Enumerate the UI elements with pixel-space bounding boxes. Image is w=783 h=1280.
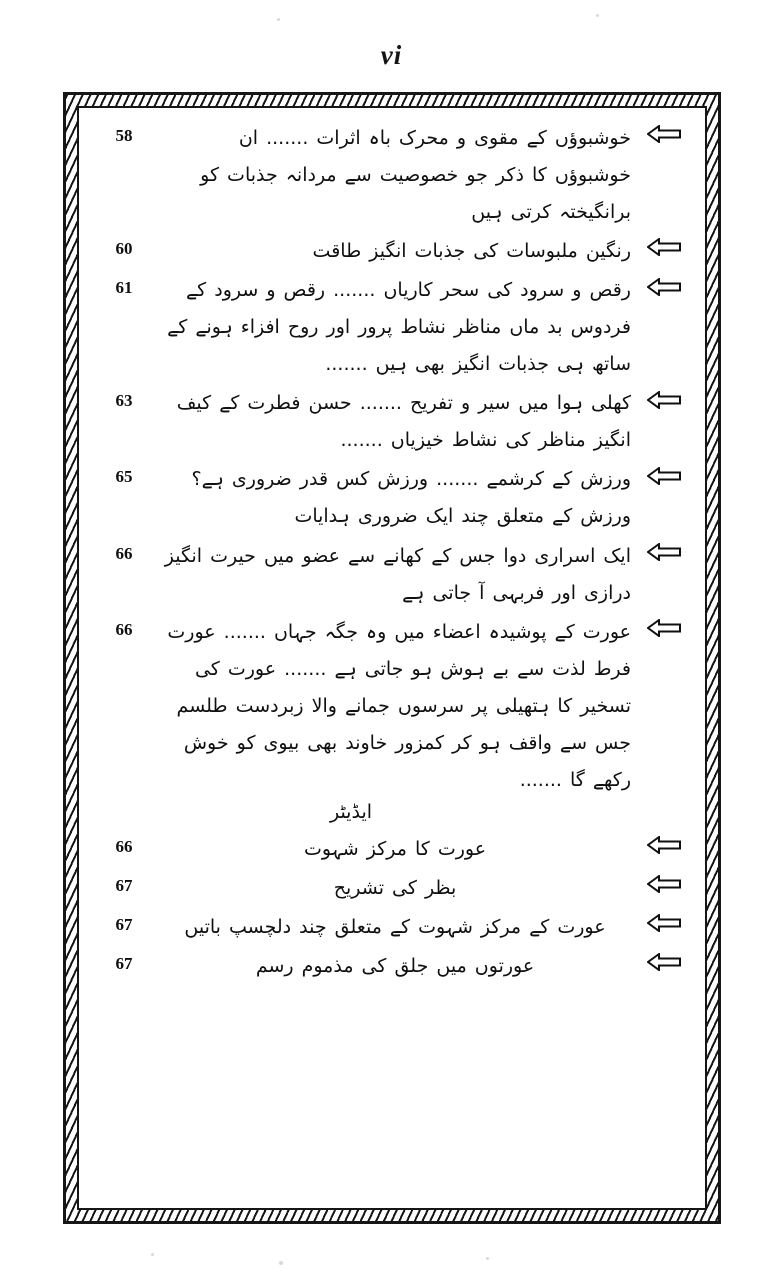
left-arrow-icon [637, 614, 691, 637]
decorative-border [63, 92, 721, 1224]
toc-entry-text: عورتوں میں جلق کی مذموم رسم [255, 954, 535, 977]
toc-entry[interactable] [93, 272, 691, 383]
toc-page-number: 67 [115, 914, 133, 934]
toc-entry[interactable] [93, 909, 691, 946]
left-arrow-icon [637, 909, 691, 932]
left-arrow-icon [637, 831, 691, 854]
toc-entry-text: عورت کا مرکز شہوت [303, 837, 487, 860]
toc-entry-text: ورزش کے کرشمے ....... ورزش کس قدر ضروری ہے؟ ورزش کے متعلق چند ایک ضروری ہدایات [191, 468, 631, 528]
scan-speck [151, 1253, 154, 1256]
scan-speck [596, 14, 599, 17]
toc-page-number: 67 [115, 875, 133, 895]
editor-signature [93, 801, 691, 823]
page-number: vi [380, 40, 403, 70]
toc-page-number: 66 [115, 619, 133, 639]
toc-entry-text: رقص و سرود کی سحر کاریاں ....... رقص و سرود کے فردوس بد ماں مناظر نشاط پرور اور روح افزاء ہونے کے ساتھ ہی جذبات انگیز بھی ہیں ....... [167, 279, 631, 376]
toc-entry[interactable] [93, 870, 691, 907]
scan-speck [277, 18, 280, 21]
toc-page-number: 66 [115, 836, 133, 856]
toc-entry[interactable] [93, 614, 691, 799]
toc-page-number: 61 [115, 278, 133, 298]
toc-entry[interactable] [93, 538, 691, 612]
scan-speck [486, 1257, 489, 1260]
toc-entry-text: کھلی ہوا میں سیر و تفریح ....... حسن فطرت کے کیف انگیز مناظر کی نشاط خیزیاں ....... [176, 392, 631, 452]
toc-page-number: 66 [115, 543, 133, 563]
toc-page-number: 58 [115, 126, 133, 145]
toc-entry-text: عورت کے مرکز شہوت کے متعلق چند دلچسپ باتیں [184, 915, 606, 938]
toc-entry[interactable] [93, 948, 691, 985]
toc-page-number: 65 [115, 467, 133, 487]
left-arrow-icon [637, 233, 691, 256]
toc-page-number: 60 [115, 239, 133, 259]
left-arrow-icon [637, 385, 691, 408]
table-of-contents [79, 108, 705, 1208]
toc-page-number: 67 [115, 953, 133, 973]
toc-entry-text: خوشبوؤں کے مقوی و محرک باہ اثرات ....... ان خوشبوؤں کا ذکر جو خصوصیت سے مردانہ جذبات کو برانگیختہ کرتی ہیں [200, 127, 631, 224]
left-arrow-icon [637, 538, 691, 561]
scan-speck [279, 1261, 283, 1265]
left-arrow-icon [637, 948, 691, 971]
left-arrow-icon [637, 870, 691, 893]
toc-entry[interactable] [93, 120, 691, 231]
left-arrow-icon [637, 461, 691, 484]
toc-entry[interactable] [93, 233, 691, 270]
toc-entry-text: عورت کے پوشیدہ اعضاء میں وہ جگہ جہاں ....... عورت فرط لذت سے بے ہوش ہو جاتی ہے ....... عورت کی تسخیر کا ہتھیلی پر سرسوں جمانے والا زبردست طلسم جس سے واقف ہو کر کمزور خاوند بھی بیوی کو خوش رکھے گا ....... [167, 620, 631, 791]
left-arrow-icon [637, 272, 691, 295]
toc-entry[interactable] [93, 385, 691, 459]
left-arrow-icon [637, 120, 691, 143]
content-frame [77, 106, 707, 1210]
toc-page-number: 63 [115, 391, 133, 411]
toc-entry-text: بظر کی تشریح [333, 876, 457, 899]
toc-entry-text: ایک اسراری دوا جس کے کھانے سے عضو میں حیرت انگیز درازی اور فربہی آ جاتی ہے [164, 544, 631, 604]
toc-entry[interactable] [93, 461, 691, 535]
editor-signature-text: ایڈیٹر [329, 800, 373, 823]
toc-entry[interactable] [93, 831, 691, 868]
toc-entry-text: رنگین ملبوسات کی جذبات انگیز طاقت [312, 240, 631, 263]
